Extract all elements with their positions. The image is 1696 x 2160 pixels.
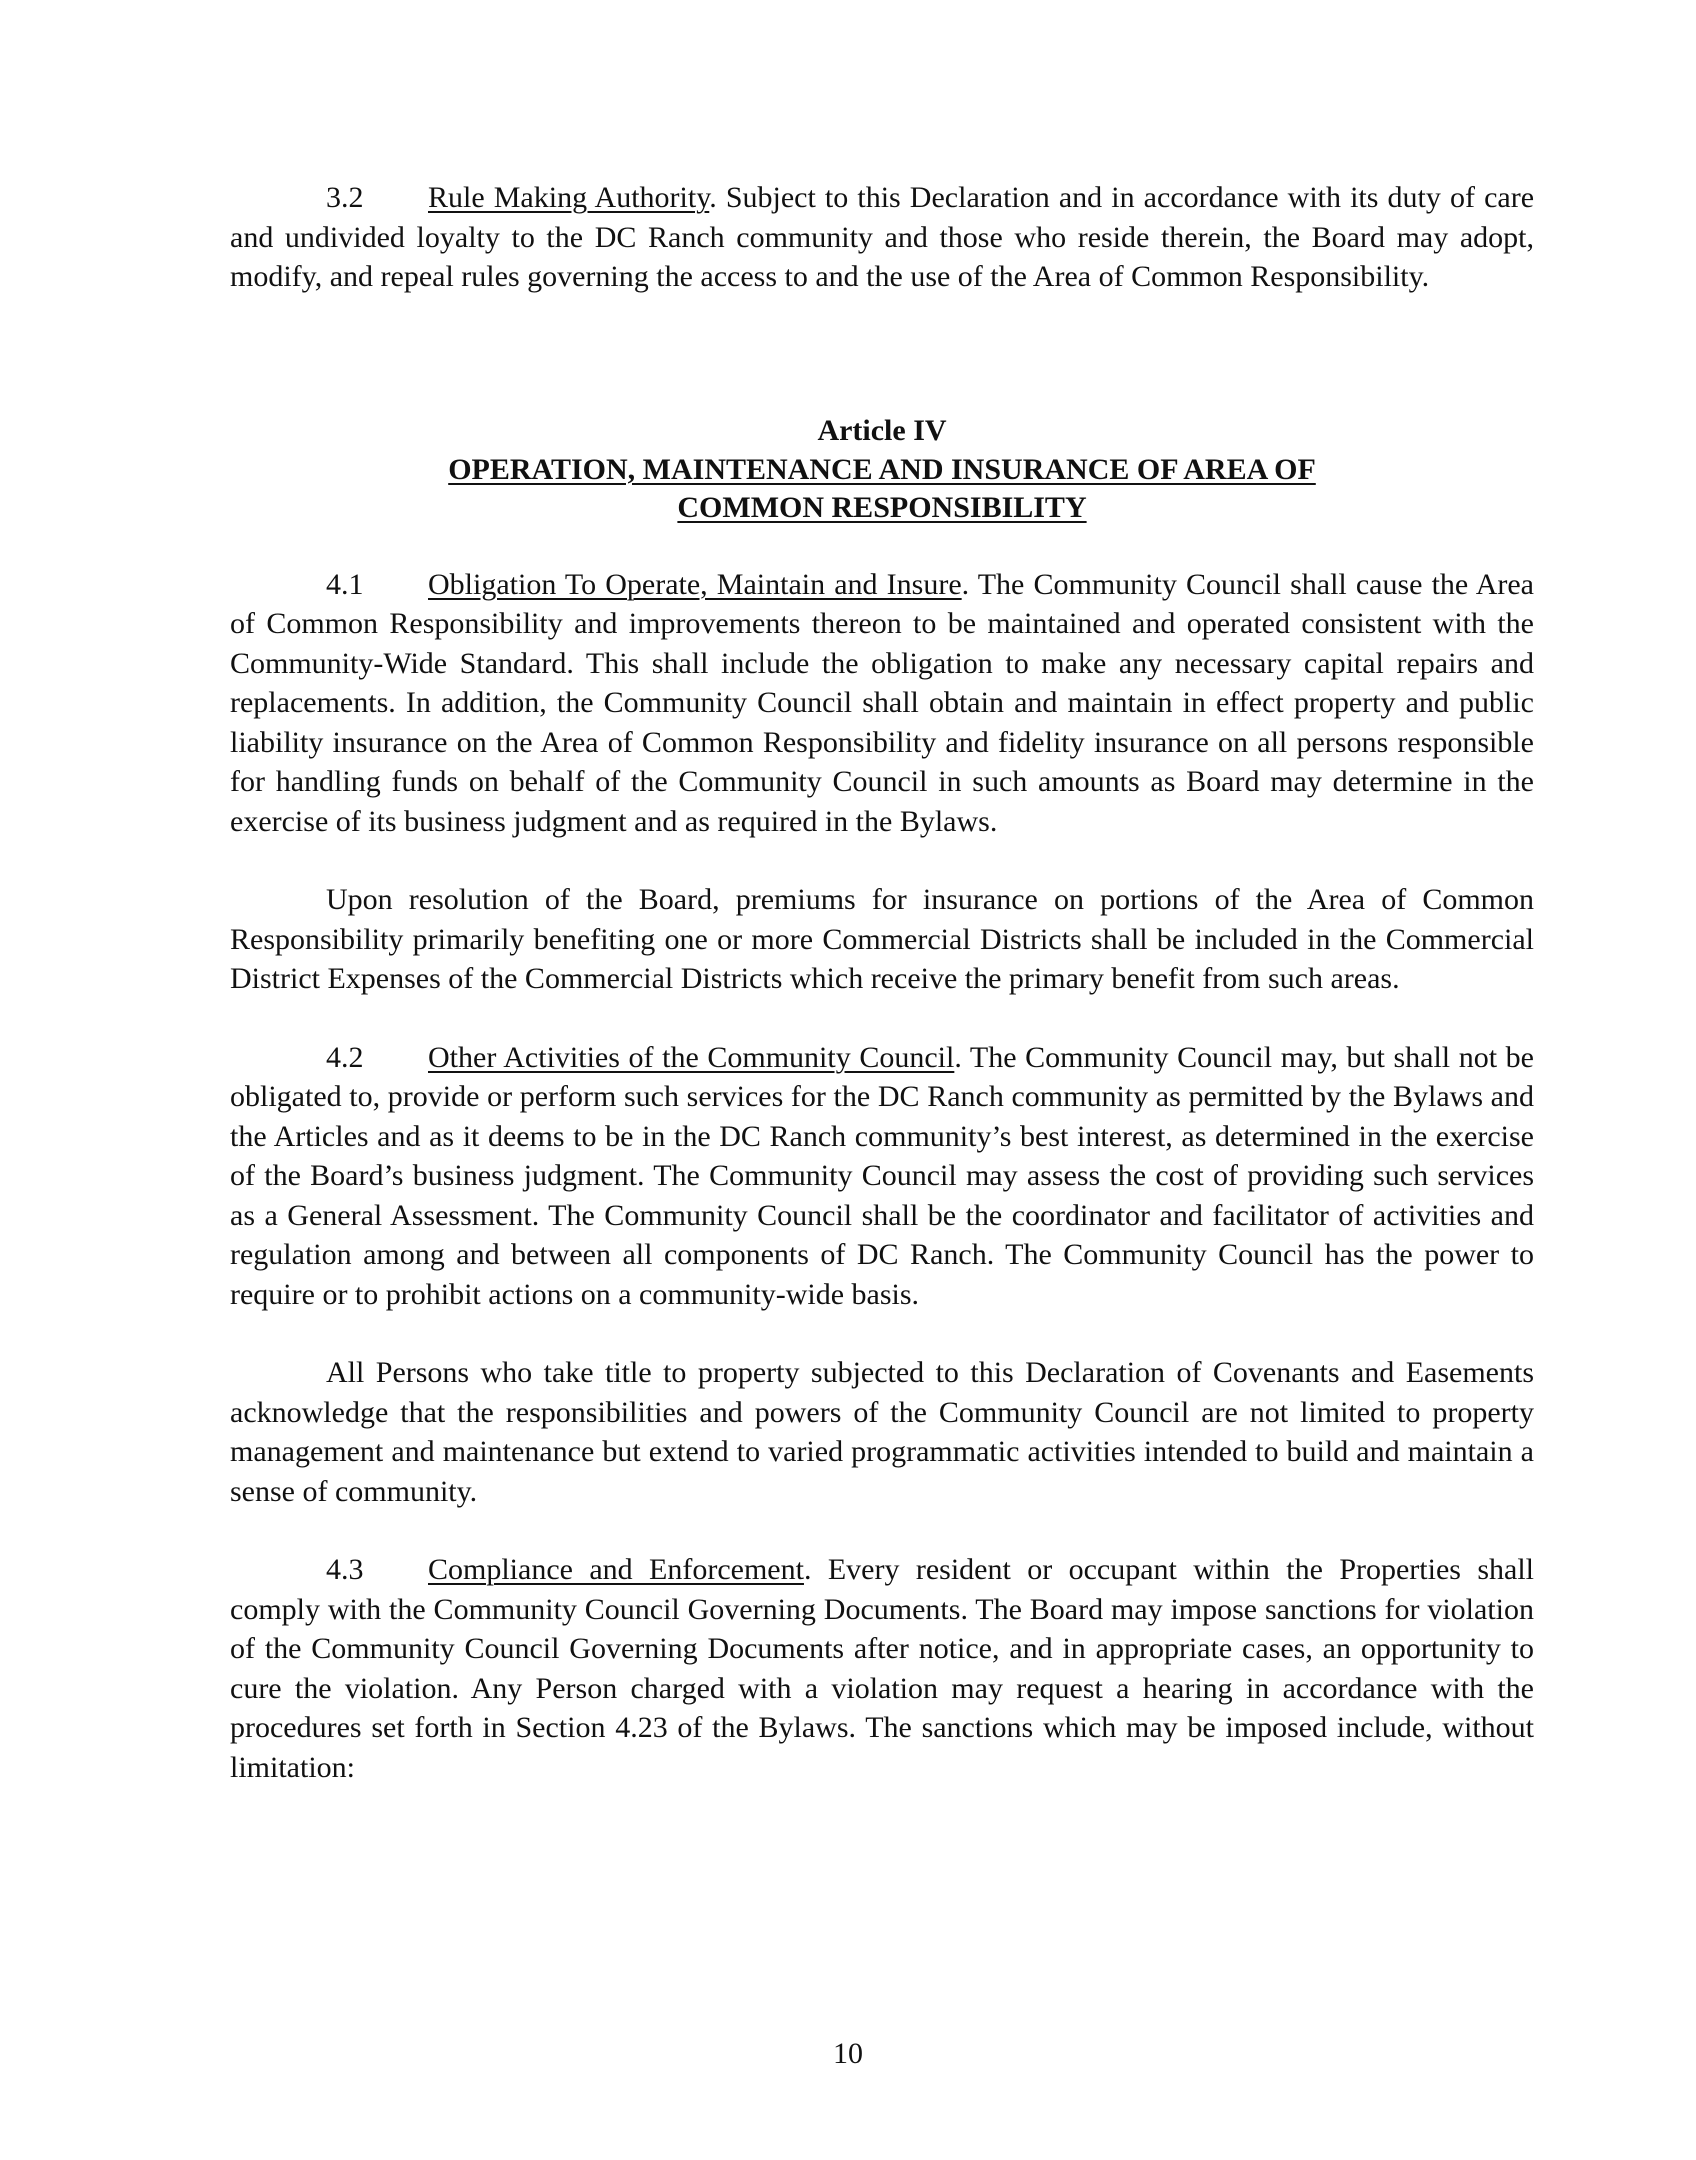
article-label: Article IV — [817, 413, 947, 447]
section-heading: Obligation To Operate, Maintain and Insure — [428, 567, 962, 601]
section-text: . Every resident or occupant within the Properties shall comply with the Community Council Governing Documents. The Board may impose sanctions for violation of the Community Council Governing Documents after notice, and in appropriate cases, an opportunity to cure the violation. Any Person charged with a violation may request a hearing in accordance with the procedures set forth in Section 4.23 of the Bylaws. The sanctions which may be imposed include, without limitation: — [230, 1553, 1534, 1784]
section-number: 4.3 — [326, 1553, 364, 1586]
section-text: . Subject to this Declaration and in accordance with its duty of care and undivided loyalty to the DC Ranch community and those who reside therein, the Board may adopt, modify, and repeal rules governing the access to and the use of the Area of Common Responsibility. — [230, 181, 1535, 293]
section-text: . The Community Council may, but shall not be obligated to, provide or perform such services for the DC Ranch community as permitted by the Bylaws and the Articles and as it deems to be in the DC Ranch community’s best interest, as determined in the exercise of the Board’s business judgment. The Community Council may assess the cost of providing such services as a General Assessment. The Community Council shall be the coordinator and facilitator of activities and regulation among and between all components of DC Ranch. The Community Council has the power to require or to prohibit actions on a community-wide basis. — [230, 1040, 1534, 1311]
document-page — [230, 178, 1534, 1787]
section-text: . The Community Council shall cause the Area of Common Responsibility and improvements thereon to be maintained and operated consistent with the Community-Wide Standard. This shall include the obligation to make any necessary capital repairs and replacements. In addition, the Community Council shall obtain and maintain in effect property and public liability insurance on the Area of Common Responsibility and fidelity insurance on all persons responsible for handling funds on behalf of the Community Council in such amounts as Board may determine in the exercise of its business judgment and as required in the Bylaws. — [230, 567, 1535, 838]
section-4-2-paragraph — [230, 1038, 1534, 1315]
page-number: 10 — [833, 2037, 863, 2070]
section-3-2-paragraph — [230, 178, 1534, 297]
section-4-1-paragraph-2: Upon resolution of the Board, premiums for insurance on portions of the Area of Common Responsibility primarily benefiting one or more Commercial Districts shall be included in the Commercial District Expenses of the Commercial Districts which receive the primary benefit from such areas. — [230, 883, 1534, 995]
section-4-2-paragraph-2: All Persons who take title to property subjected to this Declaration of Covenants and Easements acknowledge that the responsibilities and powers of the Community Council are not limited to property management and maintenance but extend to varied programmatic activities intended to build and maintain a sense of community. — [230, 1356, 1534, 1508]
section-number: 4.1 — [326, 567, 364, 601]
section-4-1-paragraph — [230, 565, 1534, 842]
article-title: OPERATION, MAINTENANCE AND INSURANCE OF AREA OF COMMON RESPONSIBILITY — [448, 452, 1316, 524]
section-heading: Compliance and Enforcement — [428, 1553, 804, 1586]
section-4-3-paragraph — [230, 1550, 1534, 1787]
section-heading: Other Activities of the Community Council — [428, 1040, 955, 1074]
section-heading: Rule Making Authority — [428, 181, 710, 214]
section-number: 4.2 — [326, 1040, 364, 1074]
section-number: 3.2 — [326, 181, 364, 214]
